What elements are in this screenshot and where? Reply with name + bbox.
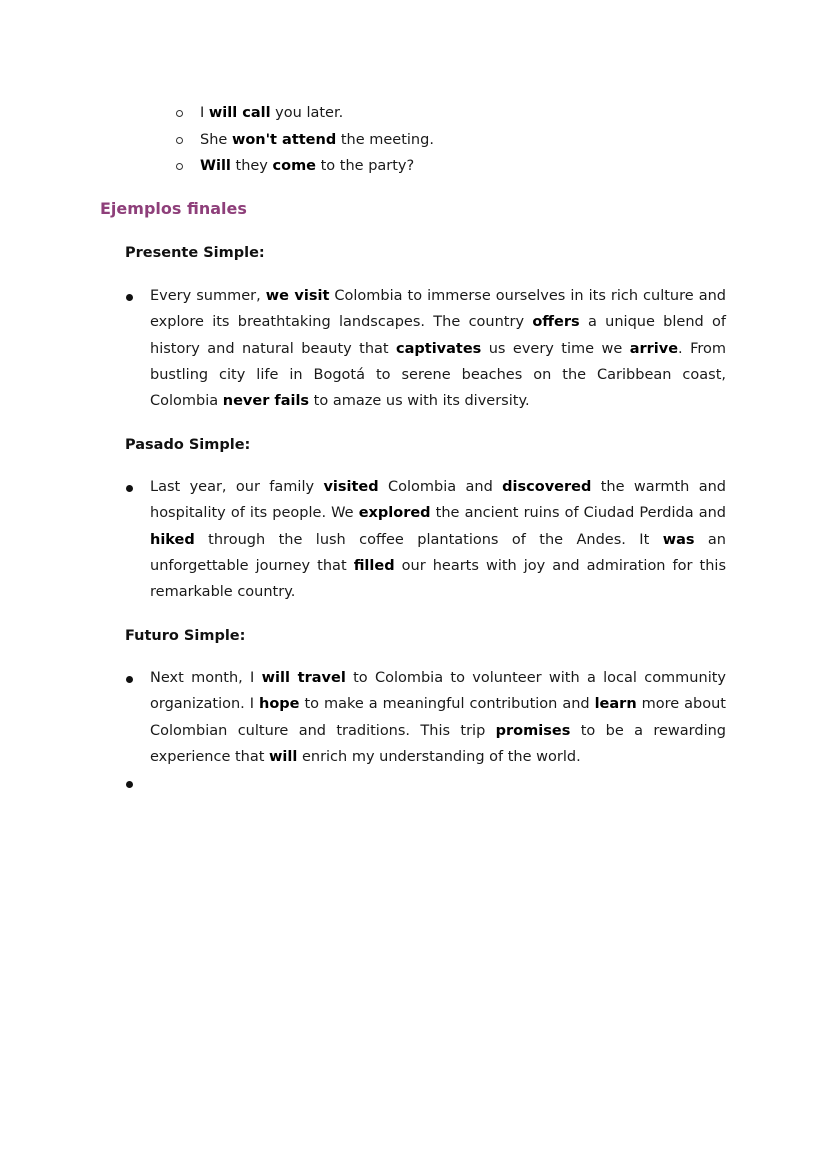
pasado-paragraph [150,474,726,605]
bold-verb: was [662,531,695,548]
bold-verb: explored [358,505,431,522]
bold-verb: learn [594,696,637,713]
text-run: Colombia and [378,479,503,495]
sub-example-item: Will they come to the party? [174,153,674,180]
text-run: more about Colombian culture and traditions. This trip [150,696,726,739]
bullet-icon [126,485,133,492]
bold-verb: hope [259,696,300,713]
section-title: Ejemplos finales [100,199,247,218]
presente-paragraph [150,283,726,414]
text-run: enrich my understanding of the world. [297,748,581,765]
text-run: our hearts with joy and admiration for this remarkable country. [150,557,726,601]
text-run: the ancient ruins of Ciudad Perdida and [430,505,726,522]
text-run: an unforgettable journey that [150,531,726,574]
bold-verb: arrive [629,340,679,357]
text-run: us every time we [481,340,630,357]
text-run: a unique blend of history and natural beauty that [150,314,727,357]
pasado-heading: Pasado Simple: [125,437,251,453]
text-run: Every summer, [150,288,266,304]
futuro-heading: Futuro Simple: [125,628,246,644]
presente-heading: Presente Simple: [125,245,265,261]
hollow-bullet-icon [176,163,183,170]
text-run: Next month, I [150,670,262,686]
text-run: Last year, our family [150,479,324,495]
text-run: the warmth and hospitality of its people. We [150,479,727,522]
bold-verb: we visit [265,288,330,304]
bold-verb: filled [353,557,395,574]
empty-bullet-icon [126,781,133,788]
bold-verb: hiked [150,531,195,548]
text-run: . From bustling city life in Bogotá to serene beaches on the Caribbean coast, Colombia [150,340,726,410]
text-run: to amaze us with its diversity. [309,393,530,410]
hollow-bullet-icon [176,110,183,117]
bold-verb: never fails [222,393,310,410]
sub-example-item: I will call you later. [174,100,674,127]
bold-verb: will [269,748,298,765]
sub-example-item: She won't attend the meeting. [174,127,674,154]
text-run: Colombia to immerse ourselves in its rich culture and explore its breathtaking landscapes. The country [150,288,726,331]
text-run: through the lush coffee plantations of the Andes. It [194,531,663,548]
bold-verb: captivates [396,340,482,357]
text-run: to make a meaningful contribution and [299,696,595,713]
bullet-icon [126,676,133,683]
futuro-paragraph [150,665,726,770]
bold-verb: offers [532,314,580,331]
bold-verb: will travel [261,670,346,686]
text-run: to Colombia to volunteer with a local community organization. I [150,670,726,713]
hollow-bullet-icon [176,137,183,144]
bold-verb: promises [495,722,571,739]
bold-verb: discovered [502,479,592,495]
text-run: to be a rewarding experience that [150,722,726,765]
sub-example-list [174,100,674,180]
bullet-icon [126,294,133,301]
bold-verb: visited [323,479,379,495]
